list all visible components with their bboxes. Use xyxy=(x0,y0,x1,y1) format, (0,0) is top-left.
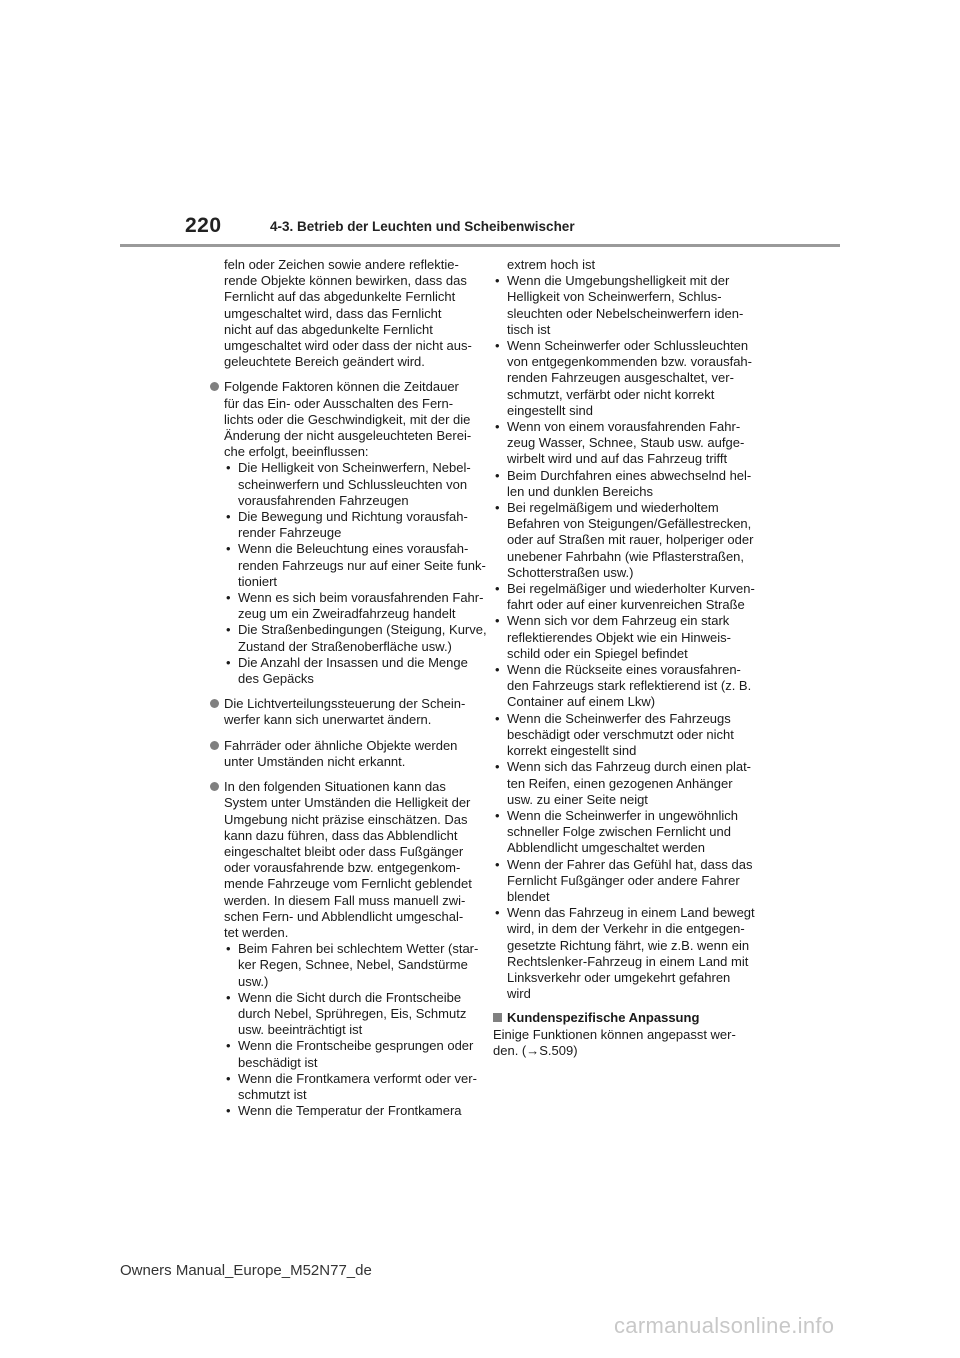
text-line: lichts oder die Geschwindigkeit, mit der die xyxy=(224,411,471,427)
list-item-line: vorausfahrenden Fahrzeugen xyxy=(238,492,409,508)
text-line: den. (→S.509) xyxy=(493,1042,578,1058)
list-item-line: eingestellt sind xyxy=(507,402,593,418)
text-line: oder vorausfahrende bzw. entgegenkom- xyxy=(224,860,461,876)
list-item-line: Schotterstraßen usw.) xyxy=(507,564,634,580)
list-bullet-icon: • xyxy=(226,460,231,476)
text-line: extrem hoch ist xyxy=(507,257,596,272)
list-item xyxy=(224,1038,472,1070)
list-item-line: Rechtslenker-Fahrzeug in einem Land mit xyxy=(507,953,749,969)
list-item-line: tisch ist xyxy=(507,321,551,337)
list-item-line: schneller Folge zwischen Fernlicht und xyxy=(507,824,731,840)
footer-label: Owners Manual_Europe_M52N77_de xyxy=(120,1262,372,1279)
list-item-line: reflektierendes Objekt wie ein Hinweis- xyxy=(507,629,731,645)
list-item xyxy=(493,759,755,808)
list-item-line: zeug Wasser, Schnee, Staub usw. aufge- xyxy=(507,435,745,451)
text-line: Die Lichtverteilungssteuerung der Schein- xyxy=(224,696,466,712)
text-line: für das Ein- oder Ausschalten des Fern- xyxy=(224,395,454,411)
list-item-line: Wenn sich das Fahrzeug durch einen plat- xyxy=(507,759,752,775)
customization-text xyxy=(493,1027,755,1059)
list-item-line: schmutzt, verfärbt oder nicht korrekt xyxy=(507,386,715,402)
list-item-line: Wenn die Beleuchtung eines vorausfah- xyxy=(238,541,469,557)
list-item-line: Wenn der Fahrer das Gefühl hat, dass das xyxy=(507,856,753,872)
list-bullet-icon: • xyxy=(495,759,500,775)
list-item-line: Wenn die Frontscheibe gesprungen oder xyxy=(238,1038,474,1054)
left-column xyxy=(210,257,487,1128)
list-bullet-icon: • xyxy=(495,905,500,921)
text-line: schen Fern- und Abblendlicht umgeschal- xyxy=(224,908,464,924)
list-item xyxy=(493,273,755,338)
square-bullet-icon xyxy=(493,1013,502,1022)
text-line: System unter Umständen die Helligkeit der xyxy=(224,795,471,811)
list-bullet-icon: • xyxy=(495,273,500,289)
list-item-line: tioniert xyxy=(238,573,278,589)
list-bullet-icon: • xyxy=(495,807,500,823)
list-item-line: unebener Fahrbahn (wie Pflasterstraßen, xyxy=(507,548,745,564)
list-item-line: scheinwerfern und Schlussleuchten von xyxy=(238,476,468,492)
continuation-text xyxy=(493,257,755,273)
list-bullet-icon: • xyxy=(495,662,500,678)
list-item-line: Befahren von Steigungen/Gefällestrecken, xyxy=(507,516,752,532)
list-bullet-icon: • xyxy=(226,1070,231,1086)
situation-list xyxy=(493,273,755,1002)
list-item-line: renden Fahrzeugs nur auf einer Seite funk- xyxy=(238,557,486,573)
list-item-line: Zustand der Straßenoberfläche usw.) xyxy=(238,638,452,654)
list-item xyxy=(493,468,755,500)
list-item-line: Wenn die Scheinwerfer des Fahrzeugs xyxy=(507,710,731,726)
text-line: Einige Funktionen können angepasst wer- xyxy=(493,1026,736,1042)
list-item-line: Die Anzahl der Insassen und die Menge xyxy=(238,654,468,670)
list-item xyxy=(493,905,755,1002)
list-item xyxy=(493,500,755,581)
list-item xyxy=(493,711,755,760)
list-item-line: von entgegenkommenden bzw. vorausfah- xyxy=(507,354,752,370)
text-line: nicht auf das abgedunkelte Fernlicht xyxy=(224,321,433,337)
text-line: mende Fahrzeuge vom Fernlicht geblendet xyxy=(224,876,472,892)
list-item xyxy=(493,662,755,711)
text-line: Folgende Faktoren können die Zeitdauer xyxy=(224,379,459,395)
list-bullet-icon: • xyxy=(226,1038,231,1054)
text-line: werfer kann sich unerwartet ändern. xyxy=(224,712,432,728)
customization-heading: Kundenspezifische Anpassung xyxy=(493,1010,755,1026)
list-item-line: beschädigt ist xyxy=(238,1054,318,1070)
list-item-line: len und dunklen Bereichs xyxy=(507,483,653,499)
text-line: Fahrräder oder ähnliche Objekte werden xyxy=(224,737,458,753)
text-line: Fernlicht auf das abgedunkelte Fernlicht xyxy=(224,289,456,305)
list-item-line: Wenn die Scheinwerfer in ungewöhnlich xyxy=(507,807,739,823)
list-bullet-icon: • xyxy=(226,509,231,525)
text-line: feln oder Zeichen sowie andere reflektie- xyxy=(224,257,459,272)
list-item xyxy=(224,590,484,622)
list-item-line: ker Regen, Schnee, Nebel, Sandstürme xyxy=(238,957,468,973)
list-item-line: schild oder ein Spiegel befindet xyxy=(507,645,688,661)
list-item-line: durch Nebel, Sprühregen, Eis, Schmutz xyxy=(238,1005,467,1021)
list-bullet-icon: • xyxy=(495,338,500,354)
list-item-line: Wenn die Sicht durch die Frontscheibe xyxy=(238,989,462,1005)
list-item-line: beschädigt oder verschmutzt oder nicht xyxy=(507,726,734,742)
text-line: kann dazu führen, dass das Abblendlicht xyxy=(224,827,458,843)
list-item-line: Wenn Scheinwerfer oder Schlussleuchten xyxy=(507,338,749,354)
text-line: Änderung der nicht ausgeleuchteten Berei- xyxy=(224,428,472,444)
list-item xyxy=(493,613,755,662)
list-bullet-icon: • xyxy=(226,654,231,670)
list-item-line: render Fahrzeuge xyxy=(238,525,342,541)
list-item-line: Die Straßenbedingungen (Steigung, Kurve, xyxy=(238,622,487,638)
list-item-line: Die Helligkeit von Scheinwerfern, Nebel- xyxy=(238,460,471,476)
list-item-line: Beim Durchfahren eines abwechselnd hel- xyxy=(507,467,752,483)
list-item-line: renden Fahrzeugen ausgeschaltet, ver- xyxy=(507,370,734,386)
text-line: In den folgenden Situationen kann das xyxy=(224,779,446,795)
list-bullet-icon: • xyxy=(226,622,231,638)
list-item-line: des Gepäcks xyxy=(238,671,314,687)
list-item-line: wird, in dem der Verkehr in die entgegen- xyxy=(507,921,745,937)
list-item xyxy=(224,1103,472,1119)
bullet-circle-icon xyxy=(210,699,219,708)
list-item-line: Abblendlicht umgeschaltet werden xyxy=(507,840,706,856)
list-item-line: Container auf einem Lkw) xyxy=(507,694,656,710)
list-item-line: Linksverkehr oder umgekehrt gefahren xyxy=(507,969,731,985)
list-item-line: Wenn von einem vorausfahrenden Fahr- xyxy=(507,419,741,435)
text-line: werden. In diesem Fall muss manuell zwi- xyxy=(224,892,466,908)
list-item-line: oder auf Straßen mit rauer, holperiger oder xyxy=(507,532,754,548)
list-item-line: korrekt eingestellt sind xyxy=(507,743,637,759)
header-divider xyxy=(120,244,840,247)
list-item-line: Fernlicht Fußgänger oder andere Fahrer xyxy=(507,872,740,888)
text-line: tet werden. xyxy=(224,924,289,940)
section-title: 4-3. Betrieb der Leuchten und Scheibenwischer xyxy=(270,219,575,234)
list-bullet-icon: • xyxy=(495,500,500,516)
list-bullet-icon: • xyxy=(495,613,500,629)
text-line: Umgebung nicht präzise einschätzen. Das xyxy=(224,811,468,827)
list-item-line: Bei regelmäßigem und wiederholtem xyxy=(507,500,719,516)
list-item-line: ten Reifen, einen gezogenen Anhänger xyxy=(507,775,733,791)
list-item-line: schmutzt ist xyxy=(238,1086,307,1102)
list-item-line: usw. zu einer Seite neigt xyxy=(507,791,648,807)
list-item-line: fahrt oder auf einer kurvenreichen Straße xyxy=(507,597,745,613)
text-line: unter Umständen nicht erkannt. xyxy=(224,753,406,769)
list-item-line: den Fahrzeugs stark reflektierend ist (z. B. xyxy=(507,678,752,694)
text-line: geleuchtete Bereich geändert wird. xyxy=(224,354,425,370)
bullet-situations xyxy=(210,779,479,1119)
intro-paragraph xyxy=(210,257,472,370)
list-item xyxy=(224,1070,477,1103)
list-item-line: Wenn die Temperatur der Frontkamera xyxy=(238,1103,462,1119)
watermark-text: carmanualsonline.info xyxy=(614,1313,835,1338)
list-item-line: Bei regelmäßiger und wiederholter Kurven- xyxy=(507,581,755,597)
list-item xyxy=(224,509,472,541)
page-number: 220 xyxy=(185,214,222,237)
bullet-factors xyxy=(210,379,487,687)
list-item-line: Wenn sich vor dem Fahrzeug ein stark xyxy=(507,613,730,629)
list-item-line: Wenn die Frontkamera verformt oder ver- xyxy=(238,1070,477,1086)
text-line: umgeschaltet wird oder dass der nicht aus- xyxy=(224,338,472,354)
list-item xyxy=(493,808,755,857)
bullet-circle-icon xyxy=(210,782,219,791)
list-bullet-icon: • xyxy=(495,856,500,872)
page-header xyxy=(0,0,960,250)
text-line: che erfolgt, beeinflussen: xyxy=(224,444,369,460)
list-item-line: sleuchten oder Nebelscheinwerfern iden- xyxy=(507,305,744,321)
list-item-line: wird xyxy=(507,986,531,1002)
list-item xyxy=(224,941,479,990)
list-bullet-icon: • xyxy=(495,581,500,597)
list-item-line: Die Bewegung und Richtung vorausfah- xyxy=(238,509,468,525)
list-bullet-icon: • xyxy=(226,941,231,957)
list-item-line: usw. beeinträchtigt ist xyxy=(238,1022,363,1038)
list-bullet-icon: • xyxy=(226,590,231,606)
text-line: eingeschaltet bleibt oder dass Fußgänger xyxy=(224,843,464,859)
list-item xyxy=(493,581,755,613)
list-item-line: usw.) xyxy=(238,973,269,989)
list-bullet-icon: • xyxy=(226,989,231,1005)
list-item-line: zeug um ein Zweiradfahrzeug handelt xyxy=(238,606,456,622)
list-item-line: Wenn die Umgebungshelligkeit mit der xyxy=(507,273,730,289)
list-bullet-icon: • xyxy=(226,1103,231,1119)
list-item xyxy=(224,460,472,509)
list-bullet-icon: • xyxy=(495,710,500,726)
list-bullet-icon: • xyxy=(495,419,500,435)
list-item-line: blendet xyxy=(507,888,550,904)
list-item-line: Wenn die Rückseite eines vorausfahren- xyxy=(507,662,741,678)
bullet-bicycles xyxy=(210,738,472,770)
list-item xyxy=(493,419,755,468)
list-item-line: Helligkeit von Scheinwerfern, Schlus- xyxy=(507,289,722,305)
right-column xyxy=(493,257,755,1059)
bullet-circle-icon xyxy=(210,382,219,391)
list-item xyxy=(224,990,472,1039)
list-item xyxy=(224,655,472,687)
list-item-line: Wenn das Fahrzeug in einem Land bewegt xyxy=(507,905,755,921)
text-line: rende Objekte können bewirken, dass das xyxy=(224,273,467,289)
list-item xyxy=(224,622,487,654)
list-item xyxy=(224,541,486,590)
list-bullet-icon: • xyxy=(495,467,500,483)
list-item-line: wirbelt wird und auf das Fahrzeug trifft xyxy=(507,451,728,467)
bullet-circle-icon xyxy=(210,741,219,750)
list-item-line: Beim Fahren bei schlechtem Wetter (star- xyxy=(238,941,479,957)
list-item-line: Wenn es sich beim vorausfahrenden Fahr- xyxy=(238,590,484,606)
list-item xyxy=(493,338,755,419)
list-bullet-icon: • xyxy=(226,541,231,557)
list-item-line: gesetzte Richtung fährt, wie z.B. wenn ein xyxy=(507,937,750,953)
list-item xyxy=(493,857,755,906)
text-line: umgeschaltet wird, dass das Fernlicht xyxy=(224,305,442,321)
bullet-light-distribution xyxy=(210,696,472,728)
